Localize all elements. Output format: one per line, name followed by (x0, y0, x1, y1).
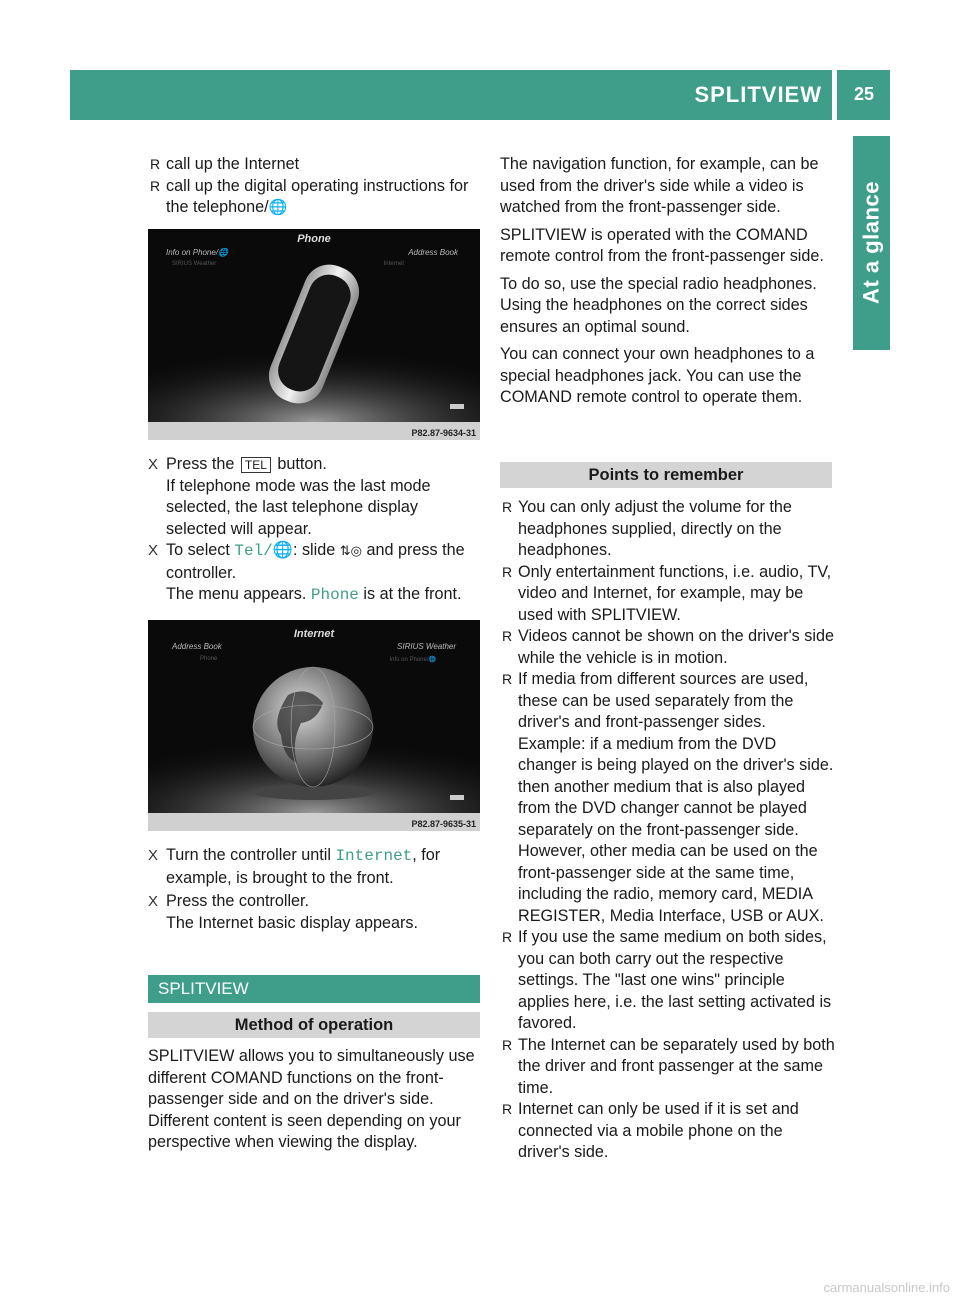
shot-title: Phone (297, 233, 331, 245)
step-arrow-icon: X (148, 893, 159, 910)
globe-icon: 🌐 (268, 199, 288, 216)
shot-caption-bar (148, 813, 480, 831)
subsection-heading: Points to remember (500, 462, 832, 488)
shot-right-item: SIRIUS Weather (397, 642, 456, 651)
list-item: R If you use the same medium on both sides, you can both carry out the respective settings. The "last one wins" principle applies here, i.e. the last setting activated is favored. (502, 928, 832, 1032)
chapter-tab (853, 136, 890, 350)
shot-title: Internet (293, 628, 335, 640)
globe-icon: 🌐 (218, 248, 229, 257)
list-item: R The Internet can be separately used by both the driver and front passenger at the same time. (502, 1035, 835, 1097)
shot-left-item: Info on Phone/🌐 (166, 248, 229, 257)
chapter-tab-label: At a glance (858, 181, 884, 304)
shot-left-subitem: Phone (200, 656, 218, 662)
internet-menu-screenshot (148, 620, 480, 831)
list-item: R call up the digital operating instructions for the telephone/🌐 (150, 176, 469, 216)
shot-left-subitem: SIRIUS Weather (172, 261, 217, 267)
section-heading: SPLITVIEW (148, 975, 480, 1003)
step-arrow-icon: X (148, 847, 159, 864)
tel-key-icon: TEL (241, 457, 271, 473)
globe-icon: 🌐 (272, 541, 293, 559)
shot-right-subitem: Info on Phone/🌐 (389, 657, 436, 663)
right-intro (500, 154, 834, 409)
shot-right-item: Address Book (408, 248, 458, 257)
list-item: X Press the controller. The Internet basic display appears. (148, 892, 418, 932)
list-item: R Internet can only be used if it is set and connected via a mobile phone on the driver's side. (502, 1100, 799, 1161)
globe-illustration (148, 620, 480, 813)
step-arrow-icon: X (148, 456, 159, 473)
watermark: carmanualsonline.info (823, 1280, 950, 1295)
shot-caption-bar (148, 422, 480, 440)
step-arrow-icon: X (148, 542, 159, 559)
method-paragraph: SPLITVIEW allows you to simultaneously use different COMAND functions on the front-passenger side and on the driver's side. Different content is seen depending on your perspective when viewing the display. (148, 1047, 475, 1151)
slide-controller-icon: ⇅◎ (339, 543, 362, 558)
phone-illustration (148, 229, 480, 422)
list-item: R Only entertainment functions, i.e. audio, TV, video and Internet, for example, may be used with SPLITVIEW. (502, 562, 832, 624)
paragraph: You can connect your own headphones to a special headphones jack. You can use the COMAND remote control to operate them. (500, 345, 815, 406)
page-header (70, 70, 890, 120)
list-item: R call up the Internet (150, 155, 300, 173)
shot-left-item: Address Book (172, 642, 222, 651)
paragraph: SPLITVIEW is operated with the COMAND remote control from the front-passenger side. (500, 225, 824, 265)
page-number: 25 (853, 84, 874, 104)
list-item: X Press the TEL button. If telephone mode was the last mode selected, the last telephone display selected will appear. (148, 455, 431, 538)
paragraph: The navigation function, for example, can be used from the driver's side while a video is watched from the front-passenger side. (500, 155, 819, 216)
phone-steps (148, 454, 482, 607)
header-divider (832, 70, 837, 120)
subsection-heading: Method of operation (148, 1012, 480, 1038)
internet-steps (148, 845, 482, 934)
list-item: X Turn the controller until Internet, for example, is brought to the front. (148, 846, 441, 887)
list-item: R Videos cannot be shown on the driver's side while the vehicle is in motion. (502, 627, 834, 667)
paragraph: To do so, use the special radio headphones. Using the headphones on the correct sides ensures an optimal sound. (500, 274, 817, 336)
phone-menu-screenshot (148, 229, 480, 440)
header-title: SPLITVIEW (694, 82, 822, 107)
list-item: R You can only adjust the volume for the headphones supplied, directly on the headphones. (502, 498, 792, 559)
left-intro-bullets (148, 154, 482, 219)
list-item: R If media from different sources are used, these can be used separately from the driver's and front-passenger sides. Example: if a medium from the DVD changer is being played on the driver's side. then another medium that is also played from the DVD changer cannot be played separately on the front-passenger side. However, other media can be used on the front-passenger side at the same time, including the radio, memory card, MEDIA REGISTER, Media Interface, USB or AUX. (502, 670, 834, 925)
points-list (500, 497, 836, 1164)
image-code: P82.87-9634-31 (411, 428, 476, 438)
list-item: X To select Tel/🌐: slide ⇅◎ and press the controller. The menu appears. Phone is at the front. (148, 541, 465, 604)
shot-right-subitem: Internet (383, 261, 404, 267)
image-code: P82.87-9635-31 (411, 819, 476, 829)
